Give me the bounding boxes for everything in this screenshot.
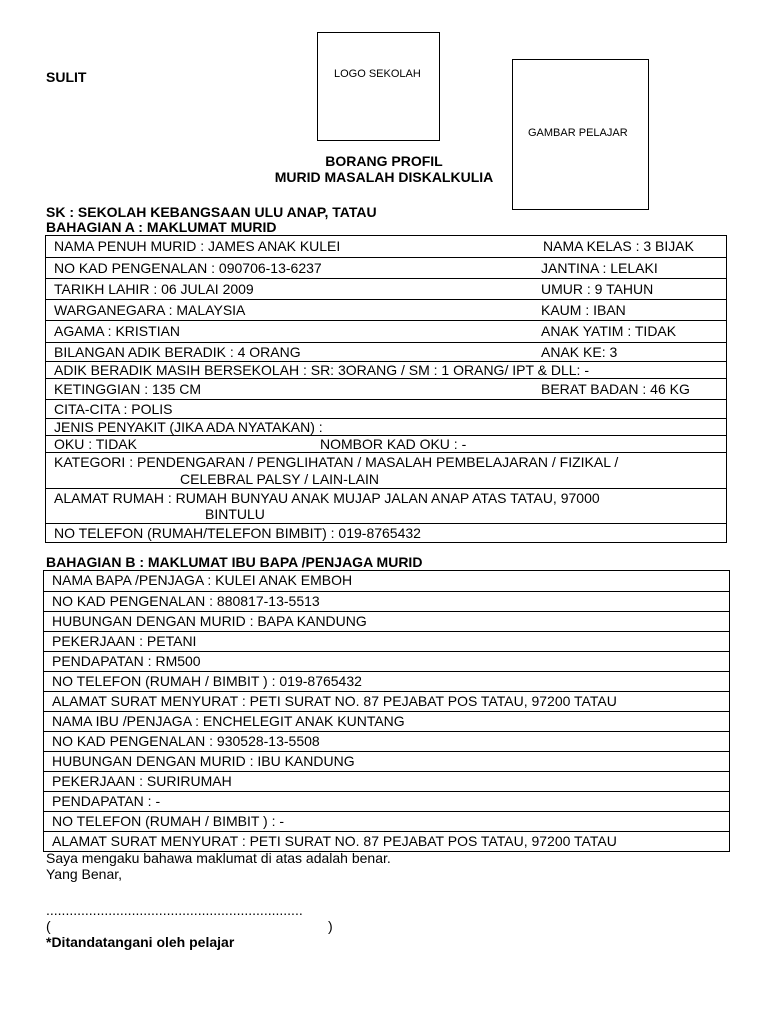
table-row [44,731,729,751]
parent-field: PEKERJAAN : SURIRUMAH [52,773,232,789]
field-alamat: ALAMAT RUMAH : RUMAH BUNYAU ANAK MUJAP JALAN ANAP ATAS TATAU, 97000 [54,490,600,506]
signature-paren-open: ( [46,918,51,934]
table-row [46,378,726,399]
table-row [46,523,726,542]
field-kategori-cont: CELEBRAL PALSY / LAIN-LAIN [180,471,379,487]
table-row [46,320,726,342]
parent-field: PEKERJAAN : PETANI [52,633,197,649]
field-ic: NO KAD PENGENALAN : 090706-13-6237 [54,260,322,276]
logo-label: LOGO SEKOLAH [334,68,421,80]
table-row [44,711,729,731]
field-penyakit: JENIS PENYAKIT (JIKA ADA NYATAKAN) : [54,419,323,435]
field-alamat-cont: BINTULU [205,506,265,522]
table-row [44,751,729,771]
table-row [46,452,726,488]
field-adik: BILANGAN ADIK BERADIK : 4 ORANG [54,344,301,360]
table-row [46,488,726,523]
table-row [46,361,726,378]
parent-field: NO KAD PENGENALAN : 880817-13-5513 [52,593,320,609]
field-berat: BERAT BADAN : 46 KG [541,381,690,397]
table-row [46,399,726,418]
section-b-table [43,570,730,852]
signature-note: *Ditandatangani oleh pelajar [46,934,235,950]
table-row [44,631,729,651]
field-nama: NAMA PENUH MURID : JAMES ANAK KULEI [54,238,341,254]
table-row [46,435,726,452]
declaration-text: Saya mengaku bahawa maklumat di atas adalah benar. [46,850,391,866]
field-warga: WARGANEGARA : MALAYSIA [54,302,246,318]
parent-field: ALAMAT SURAT MENYURAT : PETI SURAT NO. 87 PEJABAT POS TATAU, 97200 TATAU [52,833,617,849]
photo-box [512,59,649,210]
table-row [44,591,729,611]
field-anak-ke: ANAK KE: 3 [541,344,618,360]
table-row [44,651,729,671]
parent-field: NAMA BAPA /PENJAGA : KULEI ANAK EMBOH [52,572,353,588]
section-a-table [45,235,727,543]
parent-field: HUBUNGAN DENGAN MURID : IBU KANDUNG [52,753,355,769]
signature-paren-close: ) [328,918,333,934]
field-oku: OKU : TIDAK [54,436,137,452]
parent-field: PENDAPATAN : RM500 [52,653,201,669]
form-title-line2: MURID MASALAH DISKALKULIA [274,169,494,185]
field-agama: AGAMA : KRISTIAN [54,323,181,339]
field-lahir: TARIKH LAHIR : 06 JULAI 2009 [54,281,254,297]
parent-field: NO TELEFON (RUMAH / BIMBIT ) : 019-8765432 [52,673,362,689]
table-row [44,791,729,811]
table-row [44,611,729,631]
parent-field: ALAMAT SURAT MENYURAT : PETI SURAT NO. 87 PEJABAT POS TATAU, 97200 TATAU [52,693,617,709]
table-row [44,811,729,831]
photo-label: GAMBAR PELAJAR [528,127,628,139]
logo-box [317,32,440,141]
parent-field: HUBUNGAN DENGAN MURID : BAPA KANDUNG [52,613,367,629]
parent-field: PENDAPATAN : - [52,793,161,809]
field-tinggi: KETINGGIAN : 135 CM [54,381,202,397]
table-row [46,278,726,299]
field-kaum: KAUM : IBAN [541,302,626,318]
table-row [44,831,729,851]
field-kelas: NAMA KELAS : 3 BIJAK [543,238,694,254]
sulit-label: SULIT [46,69,87,85]
parent-field: NAMA IBU /PENJAGA : ENCHELEGIT ANAK KUNTANG [52,713,405,729]
field-kategori: KATEGORI : PENDENGARAN / PENGLIHATAN / MASALAH PEMBELAJARAN / FIZIKAL / [54,454,619,470]
field-oku-no: NOMBOR KAD OKU : - [320,436,467,452]
field-telefon: NO TELEFON (RUMAH/TELEFON BIMBIT) : 019-8765432 [54,525,421,541]
signature-line: .................................................................. [46,902,303,918]
table-row [46,257,726,278]
section-a-heading: BAHAGIAN A : MAKLUMAT MURID [46,219,277,235]
field-cita: CITA-CITA : POLIS [54,401,173,417]
table-row [46,236,726,257]
table-row [46,418,726,435]
table-row [44,671,729,691]
field-umur: UMUR : 9 TAHUN [541,281,654,297]
field-yatim: ANAK YATIM : TIDAK [541,323,677,339]
table-row [46,342,726,361]
field-jantina: JANTINA : LELAKI [541,260,658,276]
section-b-heading: BAHAGIAN B : MAKLUMAT IBU BAPA /PENJAGA MURID [46,554,423,570]
table-row [46,299,726,320]
closing-text: Yang Benar, [46,866,123,882]
parent-field: NO KAD PENGENALAN : 930528-13-5508 [52,733,320,749]
field-sekolah: ADIK BERADIK MASIH BERSEKOLAH : SR: 3ORANG / SM : 1 ORANG/ IPT & DLL: - [54,362,589,378]
school-name: SK : SEKOLAH KEBANGSAAN ULU ANAP, TATAU [46,204,377,220]
table-row [44,691,729,711]
table-row [44,771,729,791]
form-title-line1: BORANG PROFIL [325,153,443,169]
table-row [44,571,729,591]
parent-field: NO TELEFON (RUMAH / BIMBIT ) : - [52,813,285,829]
